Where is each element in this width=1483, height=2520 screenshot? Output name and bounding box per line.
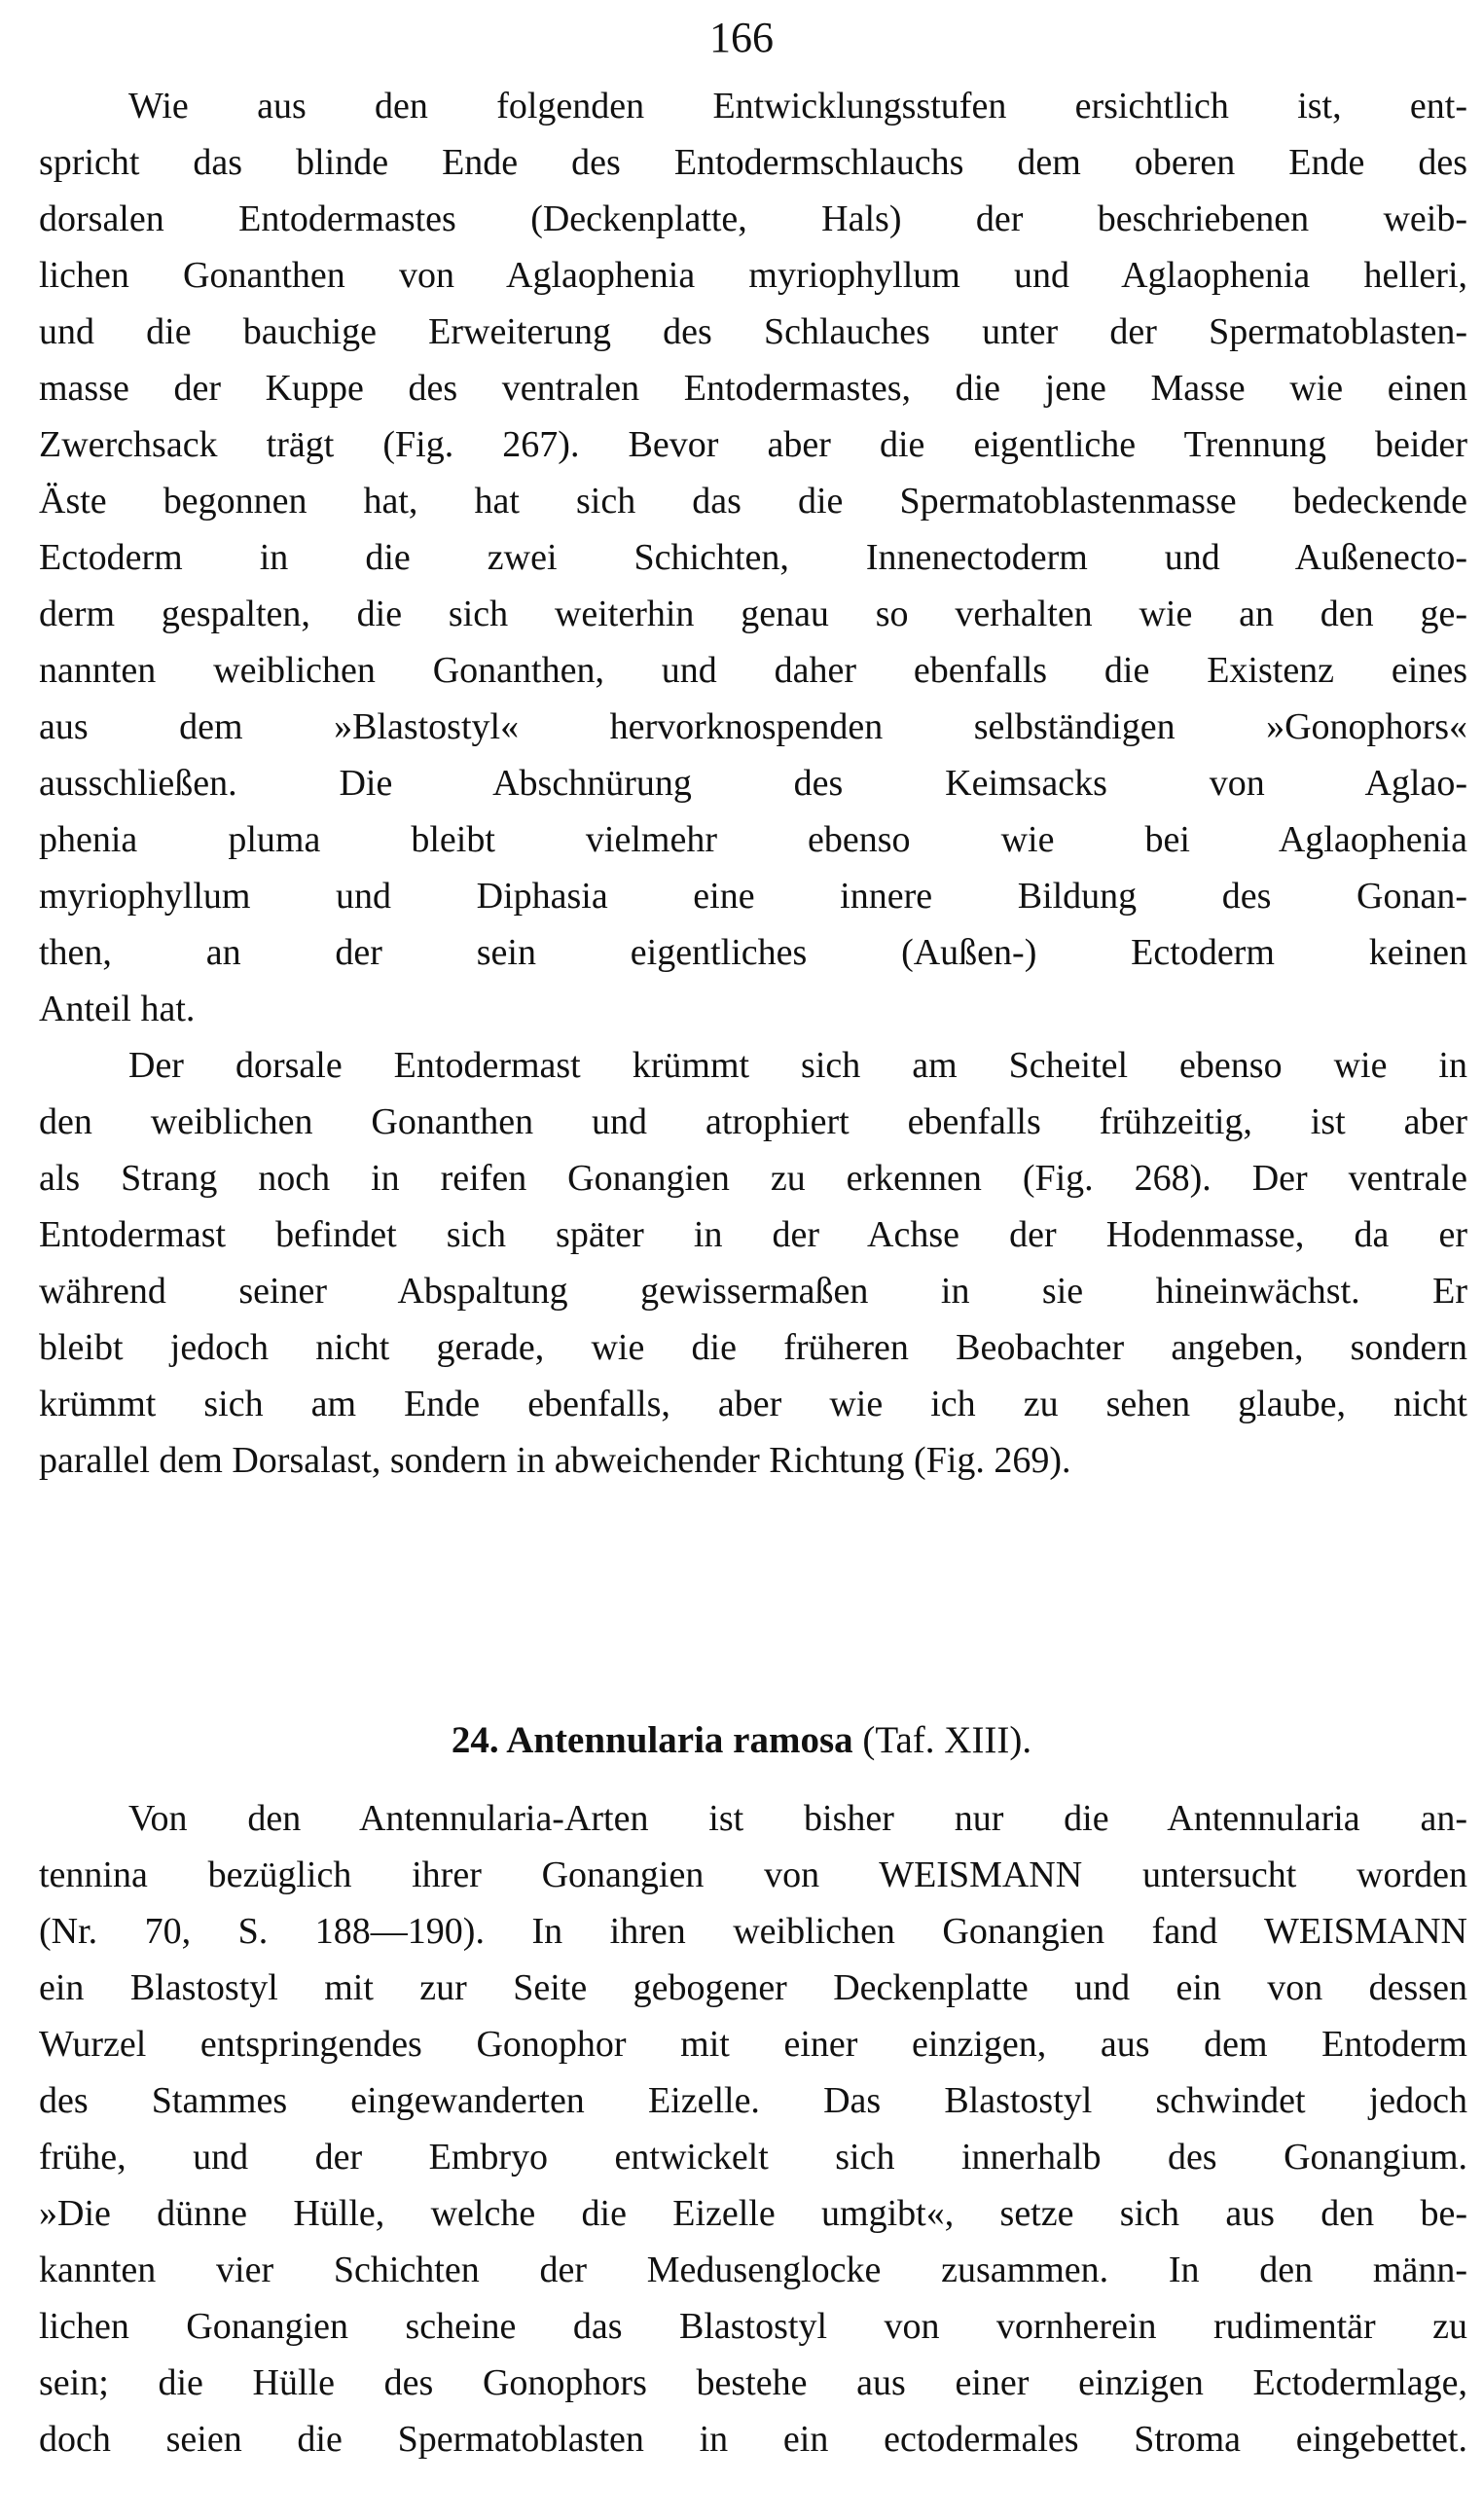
text-line: den weiblichen Gonanthen und atrophiert ebenfalls frühzeitig, ist aber <box>39 1101 1467 1142</box>
text-line: doch seien die Spermatoblasten in ein ectodermales Stroma eingebettet. <box>39 2419 1467 2460</box>
text-line: Wie aus den folgenden Entwicklungsstufen ersichtlich ist, ent- <box>128 86 1467 126</box>
text-line: Ectoderm in die zwei Schichten, Innenectoderm und Außenecto- <box>39 537 1467 578</box>
text-line: lichen Gonangien scheine das Blastostyl von vornherein rudimentär zu <box>39 2306 1467 2347</box>
text-line: dorsalen Entodermastes (Deckenplatte, Hals) der beschriebenen weib- <box>39 198 1467 239</box>
text-line: Entodermast befindet sich später in der Achse der Hodenmasse, da er <box>39 1214 1467 1255</box>
text-line: während seiner Abspaltung gewissermaßen in sie hineinwächst. Er <box>39 1271 1467 1312</box>
text-line: masse der Kuppe des ventralen Entodermastes, die jene Masse wie einen <box>39 368 1467 409</box>
text-line: Wurzel entspringendes Gonophor mit einer einzigen, aus dem Entoderm <box>39 2024 1467 2065</box>
paragraph-2 <box>39 1037 1467 1489</box>
text-line: Anteil hat. <box>39 989 196 1029</box>
text-line: (Nr. 70, S. 188—190). In ihren weiblichen Gonangien fand WEISMANN <box>39 1911 1467 1952</box>
section-plate-reference: (Taf. XIII). <box>862 1719 1032 1761</box>
section-heading <box>0 1712 1483 1769</box>
section-title: Antennularia ramosa <box>506 1719 853 1761</box>
text-line: bleibt jedoch nicht gerade, wie die früheren Beobachter angeben, sondern <box>39 1327 1467 1368</box>
text-line: ein Blastostyl mit zur Seite gebogener Deckenplatte und ein von dessen <box>39 1967 1467 2008</box>
text-line: und die bauchige Erweiterung des Schlauches unter der Spermatoblasten- <box>39 311 1467 352</box>
text-line: derm gespalten, die sich weiterhin genau so verhalten wie an den ge- <box>39 594 1467 634</box>
text-line: spricht das blinde Ende des Entodermschlauchs dem oberen Ende des <box>39 142 1467 183</box>
text-line: phenia pluma bleibt vielmehr ebenso wie bei Aglaophenia <box>39 819 1467 860</box>
text-line: Äste begonnen hat, hat sich das die Spermatoblastenmasse bedeckende <box>39 481 1467 522</box>
paragraph-3 <box>39 1790 1467 2467</box>
text-line: frühe, und der Embryo entwickelt sich innerhalb des Gonangium. <box>39 2137 1467 2178</box>
text-line: kannten vier Schichten der Medusenglocke zusammen. In den männ- <box>39 2250 1467 2290</box>
text-line: als Strang noch in reifen Gonangien zu erkennen (Fig. 268). Der ventrale <box>39 1158 1467 1199</box>
paragraph-1 <box>39 78 1467 1037</box>
text-line: lichen Gonanthen von Aglaophenia myriophyllum und Aglaophenia helleri, <box>39 255 1467 296</box>
text-line: krümmt sich am Ende ebenfalls, aber wie ich zu sehen glaube, nicht <box>39 1384 1467 1424</box>
text-line: myriophyllum und Diphasia eine innere Bildung des Gonan- <box>39 876 1467 917</box>
text-line: tennina bezüglich ihrer Gonangien von WEISMANN untersucht worden <box>39 1854 1467 1895</box>
text-line: »Die dünne Hülle, welche die Eizelle umgibt«, setze sich aus den be- <box>39 2193 1467 2234</box>
text-line: parallel dem Dorsalast, sondern in abweichender Richtung (Fig. 269). <box>39 1440 1071 1481</box>
text-line: Zwerchsack trägt (Fig. 267). Bevor aber die eigentliche Trennung beider <box>39 424 1467 465</box>
text-line: sein; die Hülle des Gonophors bestehe aus einer einzigen Ectodermlage, <box>39 2362 1467 2403</box>
text-line: Der dorsale Entodermast krümmt sich am Scheitel ebenso wie in <box>128 1045 1467 1086</box>
section-number: 24. <box>451 1719 499 1761</box>
text-line: nannten weiblichen Gonanthen, und daher ebenfalls die Existenz eines <box>39 650 1467 691</box>
text-line: Von den Antennularia-Arten ist bisher nur die Antennularia an- <box>128 1798 1467 1839</box>
text-line: then, an der sein eigentliches (Außen-) Ectoderm keinen <box>39 932 1467 973</box>
text-line: aus dem »Blastostyl« hervorknospenden selbständigen »Gonophors« <box>39 706 1467 747</box>
text-line: des Stammes eingewanderten Eizelle. Das Blastostyl schwindet jedoch <box>39 2080 1467 2121</box>
page-number: 166 <box>709 14 774 61</box>
text-line: ausschließen. Die Abschnürung des Keimsacks von Aglao- <box>39 763 1467 804</box>
